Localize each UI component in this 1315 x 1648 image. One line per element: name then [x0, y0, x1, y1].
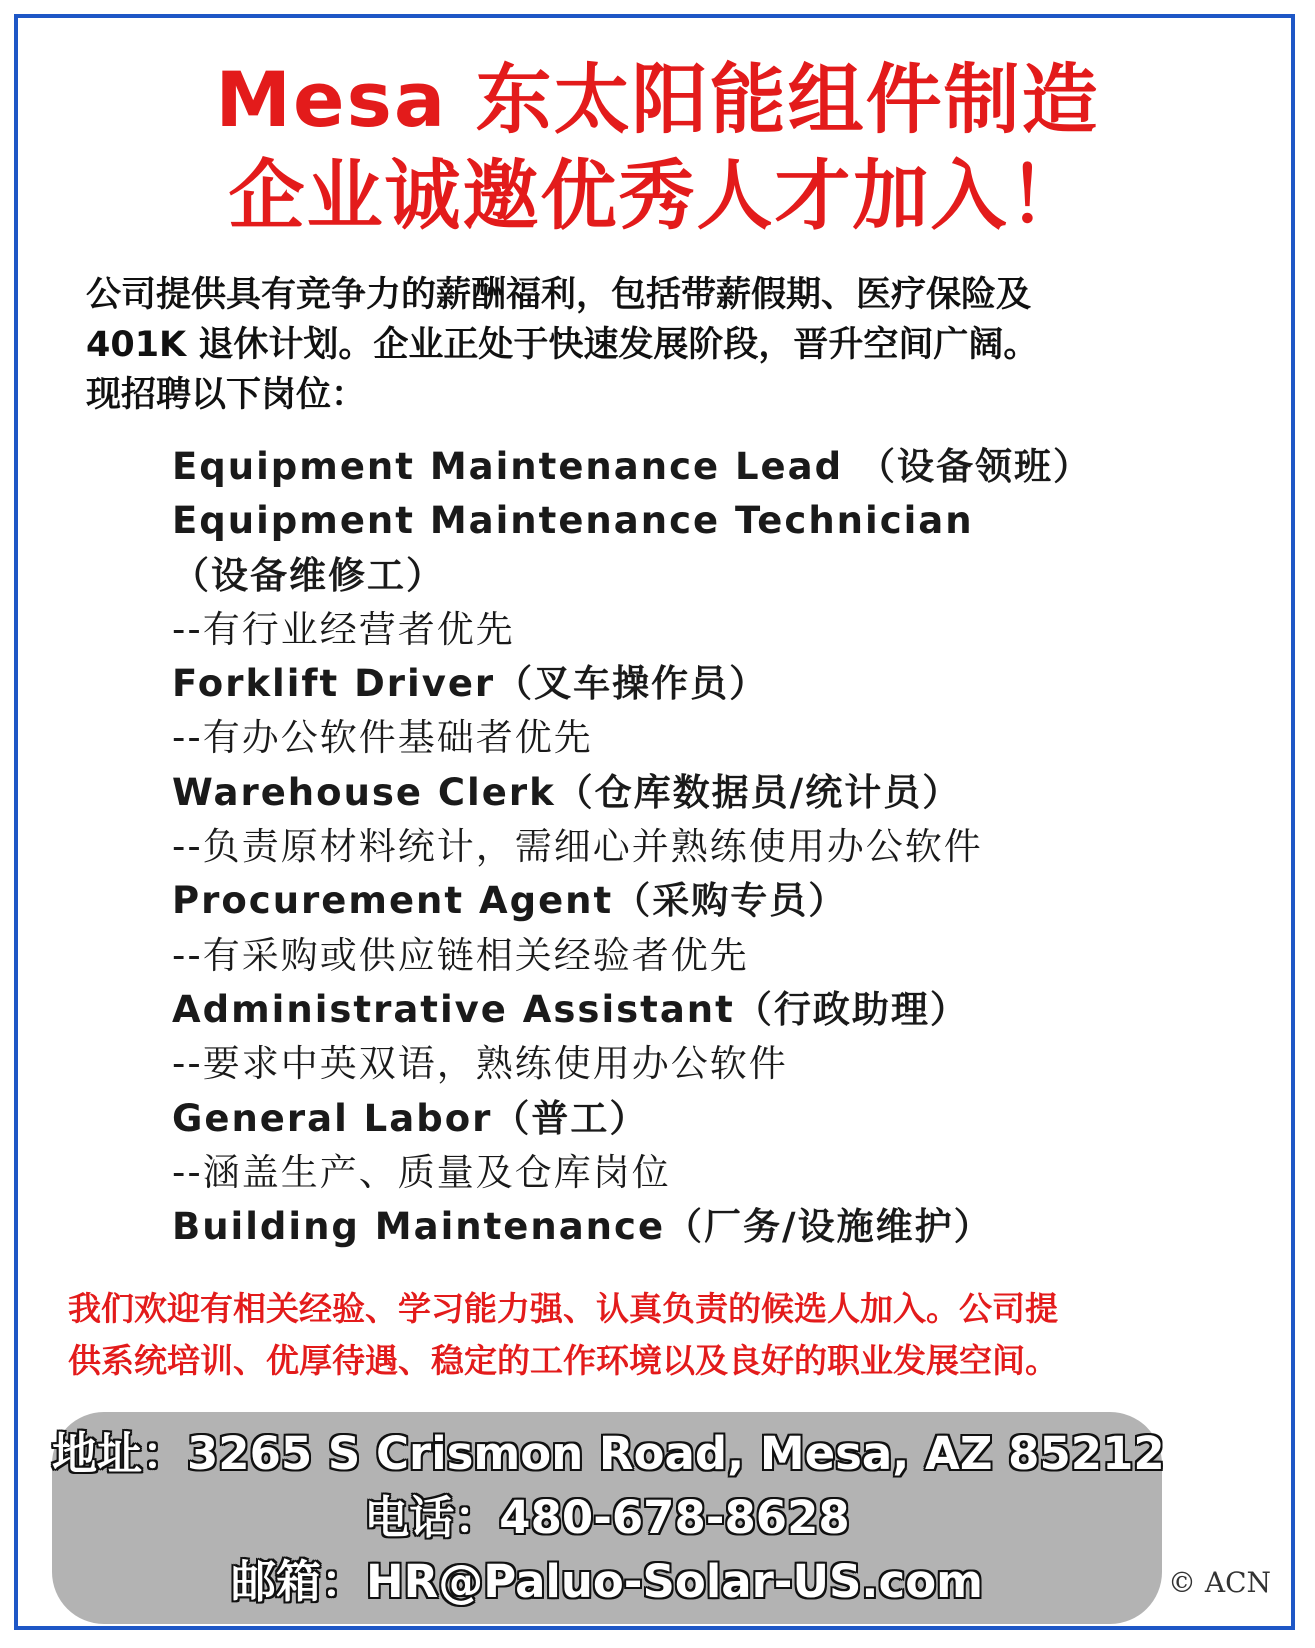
job-procurement-agent: Procurement Agent（采购专员）: [172, 879, 848, 923]
contact-address: 地址：3265 S Crismon Road, Mesa, AZ 85212: [52, 1427, 1165, 1480]
intro-line: 401K 退休计划。企业正处于快速发展阶段，晋升空间广阔。: [86, 325, 1039, 365]
headline-line-1: Mesa 东太阳能组件制造: [215, 55, 1100, 144]
job-note: --要求中英双语，熟练使用办公软件: [172, 1042, 788, 1086]
closing-paragraph: [68, 1283, 1278, 1387]
job-building-maintenance: Building Maintenance（厂务/设施维护）: [172, 1205, 993, 1249]
job-equipment-lead: Equipment Maintenance Lead （设备领班）: [172, 445, 1092, 488]
job-equipment-technician: Equipment Maintenance Technician: [172, 499, 974, 543]
job-note: --有办公软件基础者优先: [172, 716, 593, 760]
job-note: --负责原材料统计，需细心并熟练使用办公软件: [172, 825, 983, 869]
job-administrative-assistant: Administrative Assistant（行政助理）: [172, 987, 969, 1031]
closing-line: 我们欢迎有相关经验、学习能力强、认真负责的候选人加入。公司提: [68, 1289, 1058, 1328]
job-note: --涵盖生产、质量及仓库岗位: [172, 1150, 671, 1194]
closing-line: 供系统培训、优厚待遇、稳定的工作环境以及良好的职业发展空间。: [68, 1341, 1058, 1380]
headline-line-2: 企业诚邀优秀人才加入！: [228, 151, 1087, 240]
intro-line: 现招聘以下岗位：: [86, 375, 367, 415]
contact-phone[interactable]: 电话：480-678-8628: [364, 1491, 850, 1544]
job-list: [172, 440, 1282, 1254]
job-equipment-technician-cn: （设备维修工）: [172, 553, 445, 597]
job-warehouse-clerk: Warehouse Clerk（仓库数据员/统计员）: [172, 770, 962, 814]
copyright-notice: © ACN: [1168, 1566, 1272, 1599]
job-general-labor: General Labor（普工）: [172, 1096, 649, 1140]
contact-email[interactable]: 邮箱：HR@Paluo-Solar-US.com: [230, 1555, 983, 1608]
contact-panel: [52, 1412, 1165, 1624]
intro-line: 公司提供具有竞争力的薪酬福利，包括带薪假期、医疗保险及: [86, 275, 1032, 315]
intro-paragraph: [86, 270, 1276, 420]
job-note: --有采购或供应链相关经验者优先: [172, 933, 749, 977]
job-forklift-driver: Forklift Driver（叉车操作员）: [172, 662, 769, 706]
job-note: --有行业经营者优先: [172, 607, 515, 651]
